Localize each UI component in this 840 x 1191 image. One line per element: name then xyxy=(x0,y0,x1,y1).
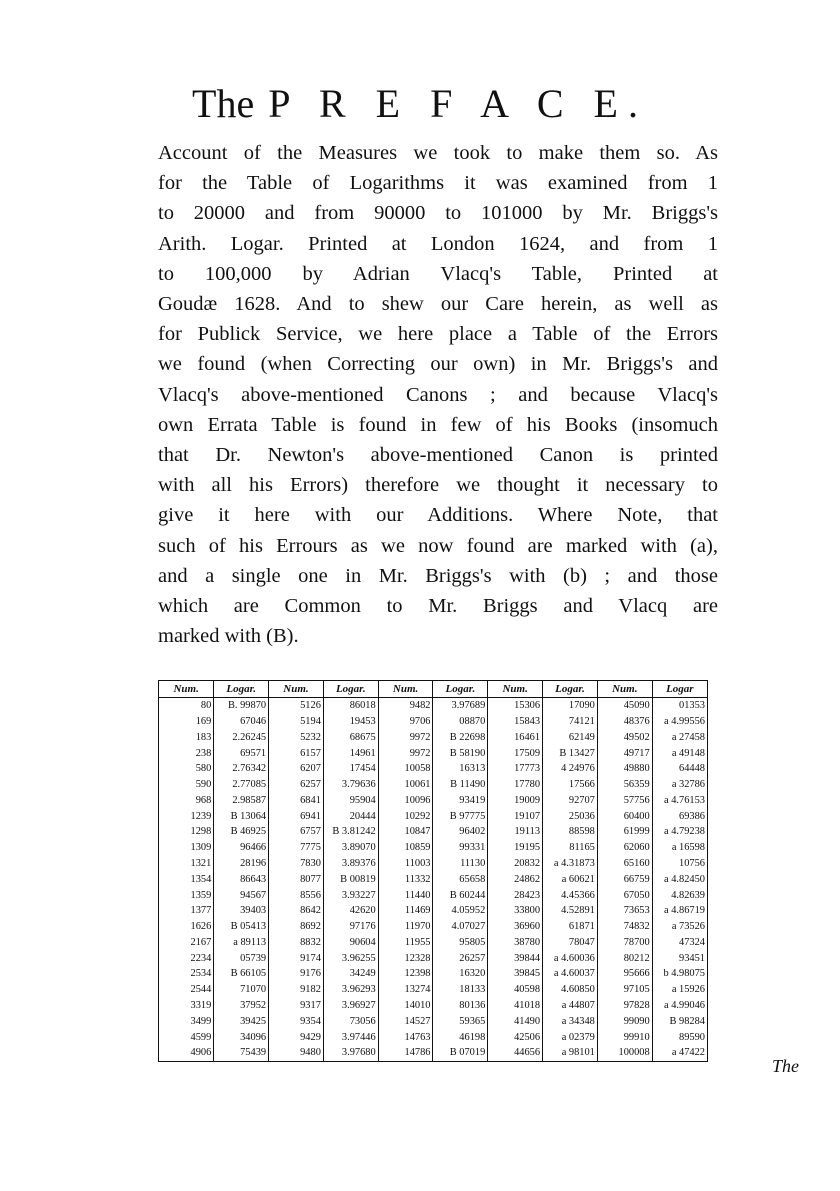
cell-logar: 4.45366 xyxy=(543,887,598,903)
cell-num: 49880 xyxy=(597,761,652,777)
table-row xyxy=(159,903,707,919)
cell-logar: B 66105 xyxy=(214,966,269,982)
prose-line: with all his Errors) therefore we thought it necessary to xyxy=(158,474,718,497)
cell-logar: 34249 xyxy=(323,966,378,982)
cell-num: 1298 xyxy=(159,824,214,840)
cell-num: 15306 xyxy=(488,698,543,714)
cell-logar: 88598 xyxy=(543,824,598,840)
cell-num: 40598 xyxy=(488,982,543,998)
cell-num: 4599 xyxy=(159,1029,214,1045)
cell-logar: 96466 xyxy=(214,840,269,856)
prose-line: marked with (B). xyxy=(158,625,299,648)
cell-logar: 4 24976 xyxy=(543,761,598,777)
table-row xyxy=(159,777,707,793)
cell-num: 39844 xyxy=(488,951,543,967)
cell-logar: a 98101 xyxy=(543,1045,598,1061)
cell-logar: 94567 xyxy=(214,887,269,903)
cell-logar: B 97775 xyxy=(433,808,488,824)
cell-logar: a 4.99556 xyxy=(664,715,705,727)
cell-num: 49502 xyxy=(597,730,652,746)
table-row xyxy=(159,730,707,746)
cell-logar: B 00819 xyxy=(323,872,378,888)
cell-logar: 39425 xyxy=(214,1014,269,1030)
cell-logar: B 13427 xyxy=(543,745,598,761)
prose-line: that Dr. Newton's above-mentioned Canon is printed xyxy=(158,444,718,467)
cell-logar: 95904 xyxy=(323,793,378,809)
cell-num: 28423 xyxy=(488,887,543,903)
cell-num: 169 xyxy=(159,714,214,730)
cell-logar: 69386 xyxy=(679,810,705,822)
cell-logar: 3.96255 xyxy=(323,951,378,967)
cell-num: 9429 xyxy=(269,1029,324,1045)
cell-num: 6841 xyxy=(269,793,324,809)
cell-num: 9174 xyxy=(269,951,324,967)
cell-num: 45090 xyxy=(597,698,652,714)
cell-num: 20832 xyxy=(488,856,543,872)
cell-logar: 71070 xyxy=(214,982,269,998)
cell-num: 17509 xyxy=(488,745,543,761)
cell-logar: 19453 xyxy=(323,714,378,730)
cell-num: 183 xyxy=(159,730,214,746)
table-row xyxy=(159,966,707,982)
cell-num: 6941 xyxy=(269,808,324,824)
table-row xyxy=(159,887,707,903)
cell-num: 11440 xyxy=(378,887,433,903)
table-row xyxy=(159,856,707,872)
cell-num: 38780 xyxy=(488,935,543,951)
cell-num: 10061 xyxy=(378,777,433,793)
cell-logar: 61871 xyxy=(543,919,598,935)
cell-logar: 25036 xyxy=(543,808,598,824)
cell-num: 10292 xyxy=(378,808,433,824)
cell-logar: 4.60850 xyxy=(543,982,598,998)
cell-num: 6207 xyxy=(269,761,324,777)
cell-logar: 16313 xyxy=(433,761,488,777)
cell-num: 5126 xyxy=(269,698,324,714)
cell-logar: a 47422 xyxy=(671,1047,705,1059)
cell-num: 16461 xyxy=(488,730,543,746)
cell-logar: 20444 xyxy=(323,808,378,824)
cell-logar: 2.76342 xyxy=(214,761,269,777)
cell-logar: 3.96293 xyxy=(323,982,378,998)
cell-logar: 3.97689 xyxy=(433,698,488,714)
cell-logar: 4.07027 xyxy=(433,919,488,935)
cell-logar: 11130 xyxy=(433,856,488,872)
cell-logar: 3.97446 xyxy=(323,1029,378,1045)
cell-logar: 42620 xyxy=(323,903,378,919)
cell-logar: 17090 xyxy=(543,698,598,714)
heading-title: P R E F A C E. xyxy=(268,81,648,126)
cell-logar: 16320 xyxy=(433,966,488,982)
cell-num: 80 xyxy=(159,698,214,714)
table-row xyxy=(159,998,707,1014)
cell-num: 11003 xyxy=(378,856,433,872)
cell-num: 42506 xyxy=(488,1029,543,1045)
prose-line: which are Common to Mr. Briggs and Vlacq are xyxy=(158,595,718,618)
cell-logar: a 4.60037 xyxy=(543,966,598,982)
cell-num: 8556 xyxy=(269,887,324,903)
cell-num: 10058 xyxy=(378,761,433,777)
cell-num: 238 xyxy=(159,745,214,761)
cell-logar: 74121 xyxy=(543,714,598,730)
cell-num: 74832 xyxy=(597,919,652,935)
cell-num: 590 xyxy=(159,777,214,793)
cell-logar: a 60621 xyxy=(543,872,598,888)
cell-logar: 90604 xyxy=(323,935,378,951)
prose-line: such of his Errours as we now found are marked with (a), xyxy=(158,534,718,557)
cell-logar: a 4.82450 xyxy=(664,873,705,885)
cell-num: 9182 xyxy=(269,982,324,998)
cell-num: 9354 xyxy=(269,1014,324,1030)
column-header-num: Num. xyxy=(488,681,543,698)
cell-num: 12398 xyxy=(378,966,433,982)
prose-line: give it here with our Additions. Where Note, that xyxy=(158,504,718,527)
cell-logar: 59365 xyxy=(433,1014,488,1030)
cell-logar: 78047 xyxy=(543,935,598,951)
page-heading xyxy=(0,80,840,127)
cell-num: 10859 xyxy=(378,840,433,856)
cell-logar: 01353 xyxy=(679,700,705,712)
cell-logar: 67046 xyxy=(214,714,269,730)
cell-logar: 2.77085 xyxy=(214,777,269,793)
cell-logar: B 3.81242 xyxy=(323,824,378,840)
cell-logar: 65658 xyxy=(433,872,488,888)
cell-logar: a 89113 xyxy=(214,935,269,951)
cell-num: 19107 xyxy=(488,808,543,824)
cell-num: 60400 xyxy=(597,808,652,824)
cell-num: 66759 xyxy=(597,872,652,888)
cell-logar: 95805 xyxy=(433,935,488,951)
column-header-logar: Logar. xyxy=(214,681,269,698)
cell-num: 41490 xyxy=(488,1014,543,1030)
cell-logar: 75439 xyxy=(214,1045,269,1061)
cell-logar: 46198 xyxy=(433,1029,488,1045)
prose-line: for Publick Service, we here place a Table of the Errors xyxy=(158,323,718,346)
cell-logar: 47324 xyxy=(679,936,705,948)
table-row xyxy=(159,1045,707,1061)
cell-num: 5232 xyxy=(269,730,324,746)
cell-logar: a 4.99046 xyxy=(664,1000,705,1012)
cell-num: 56359 xyxy=(597,777,652,793)
cell-num: 9706 xyxy=(378,714,433,730)
cell-logar: a 02379 xyxy=(543,1029,598,1045)
cell-logar: 34096 xyxy=(214,1029,269,1045)
cell-logar: B. 99870 xyxy=(214,698,269,714)
cell-num: 57756 xyxy=(597,793,652,809)
cell-logar: 96402 xyxy=(433,824,488,840)
cell-num: 8692 xyxy=(269,919,324,935)
cell-logar: 14961 xyxy=(323,745,378,761)
column-header-num: Num. xyxy=(269,681,324,698)
cell-num: 1239 xyxy=(159,808,214,824)
cell-num: 78700 xyxy=(597,935,652,951)
cell-num: 24862 xyxy=(488,872,543,888)
prose-line: to 20000 and from 90000 to 101000 by Mr. Briggs's xyxy=(158,202,718,225)
cell-logar: a 4.76153 xyxy=(664,794,705,806)
errata-table xyxy=(159,681,707,1061)
cell-num: 8832 xyxy=(269,935,324,951)
prose-line: Account of the Measures we took to make them so. As xyxy=(158,142,718,164)
cell-num: 2234 xyxy=(159,951,214,967)
cell-logar: 80136 xyxy=(433,998,488,1014)
cell-num: 1359 xyxy=(159,887,214,903)
cell-num: 2534 xyxy=(159,966,214,982)
cell-logar: 97176 xyxy=(323,919,378,935)
cell-logar: a 15926 xyxy=(671,984,705,996)
cell-num: 44656 xyxy=(488,1045,543,1061)
table-row xyxy=(159,935,707,951)
prose-line: Vlacq's above-mentioned Canons ; and because Vlacq's xyxy=(158,383,718,406)
cell-num: 9972 xyxy=(378,730,433,746)
table-row xyxy=(159,1014,707,1030)
prose-line: and a single one in Mr. Briggs's with (b) ; and those xyxy=(158,564,718,587)
cell-logar: a 16598 xyxy=(671,842,705,854)
cell-num: 61999 xyxy=(597,824,652,840)
column-header-num: Num. xyxy=(597,681,652,698)
prose-line: Goudæ 1628. And to shew our Care herein, as well as xyxy=(158,293,718,316)
heading-the: The xyxy=(192,81,255,126)
table-row xyxy=(159,824,707,840)
cell-num: 9317 xyxy=(269,998,324,1014)
cell-num: 14763 xyxy=(378,1029,433,1045)
cell-logar: 3.97680 xyxy=(323,1045,378,1061)
cell-logar: B 11490 xyxy=(433,777,488,793)
cell-logar: 69571 xyxy=(214,745,269,761)
cell-logar: 3.79636 xyxy=(323,777,378,793)
cell-logar: 62149 xyxy=(543,730,598,746)
table-row xyxy=(159,808,707,824)
cell-num: 19009 xyxy=(488,793,543,809)
column-header-logar: Logar. xyxy=(323,681,378,698)
cell-logar: B 13064 xyxy=(214,808,269,824)
cell-logar: 2.26245 xyxy=(214,730,269,746)
cell-num: 7775 xyxy=(269,840,324,856)
preface-text xyxy=(158,138,718,651)
cell-logar: 17454 xyxy=(323,761,378,777)
table-row xyxy=(159,840,707,856)
table-row xyxy=(159,761,707,777)
cell-logar: 4.82639 xyxy=(671,889,705,901)
cell-num: 49717 xyxy=(597,745,652,761)
cell-logar: 93419 xyxy=(433,793,488,809)
cell-num: 6257 xyxy=(269,777,324,793)
cell-num: 95666 xyxy=(597,966,652,982)
cell-logar: 86018 xyxy=(323,698,378,714)
cell-logar: 64448 xyxy=(679,763,705,775)
cell-logar: a 27458 xyxy=(671,731,705,743)
cell-num: 7830 xyxy=(269,856,324,872)
cell-num: 14010 xyxy=(378,998,433,1014)
cell-logar: 4.52891 xyxy=(543,903,598,919)
cell-num: 19113 xyxy=(488,824,543,840)
cell-logar: 3.96927 xyxy=(323,998,378,1014)
cell-num: 99090 xyxy=(597,1014,652,1030)
table-row xyxy=(159,698,707,714)
cell-logar: a 32786 xyxy=(671,779,705,791)
cell-logar: 4.05952 xyxy=(433,903,488,919)
cell-logar: 28196 xyxy=(214,856,269,872)
cell-num: 97105 xyxy=(597,982,652,998)
cell-logar: B 60244 xyxy=(433,887,488,903)
cell-logar: a 4.31873 xyxy=(543,856,598,872)
cell-num: 2167 xyxy=(159,935,214,951)
cell-logar: 2.98587 xyxy=(214,793,269,809)
cell-logar: a 73526 xyxy=(671,921,705,933)
cell-logar: B 46925 xyxy=(214,824,269,840)
cell-logar: 86643 xyxy=(214,872,269,888)
catchword: The xyxy=(772,1056,799,1076)
cell-num: 6757 xyxy=(269,824,324,840)
cell-logar: 73056 xyxy=(323,1014,378,1030)
cell-logar: 92707 xyxy=(543,793,598,809)
errata-table-frame xyxy=(158,680,708,1062)
table-row xyxy=(159,745,707,761)
cell-num: 4906 xyxy=(159,1045,214,1061)
column-header-logar: Logar. xyxy=(433,681,488,698)
cell-logar: 3.89376 xyxy=(323,856,378,872)
column-header-num: Num. xyxy=(378,681,433,698)
column-header-logar: Logar xyxy=(652,681,707,698)
cell-num: 11955 xyxy=(378,935,433,951)
cell-logar: 39403 xyxy=(214,903,269,919)
cell-logar: a 49148 xyxy=(671,747,705,759)
cell-num: 14786 xyxy=(378,1045,433,1061)
cell-num: 9972 xyxy=(378,745,433,761)
cell-num: 15843 xyxy=(488,714,543,730)
cell-logar: B 05413 xyxy=(214,919,269,935)
cell-num: 5194 xyxy=(269,714,324,730)
prose-line: Arith. Logar. Printed at London 1624, and from 1 xyxy=(158,232,718,255)
table-row xyxy=(159,872,707,888)
cell-num: 97828 xyxy=(597,998,652,1014)
cell-logar: 99331 xyxy=(433,840,488,856)
table-body xyxy=(159,698,707,1062)
cell-num: 12328 xyxy=(378,951,433,967)
table-row xyxy=(159,951,707,967)
cell-logar: a 44807 xyxy=(543,998,598,1014)
cell-logar: 89590 xyxy=(679,1031,705,1043)
cell-logar: B 98284 xyxy=(669,1015,705,1027)
table-row xyxy=(159,919,707,935)
cell-num: 14527 xyxy=(378,1014,433,1030)
cell-num: 67050 xyxy=(597,887,652,903)
cell-num: 39845 xyxy=(488,966,543,982)
cell-num: 1309 xyxy=(159,840,214,856)
cell-logar: a 4.60036 xyxy=(543,951,598,967)
cell-num: 33800 xyxy=(488,903,543,919)
cell-num: 1321 xyxy=(159,856,214,872)
table-row xyxy=(159,982,707,998)
cell-num: 17773 xyxy=(488,761,543,777)
cell-num: 1354 xyxy=(159,872,214,888)
cell-logar: 08870 xyxy=(433,714,488,730)
cell-num: 41018 xyxy=(488,998,543,1014)
cell-num: 73653 xyxy=(597,903,652,919)
cell-num: 9482 xyxy=(378,698,433,714)
cell-num: 19195 xyxy=(488,840,543,856)
cell-num: 17780 xyxy=(488,777,543,793)
cell-num: 8642 xyxy=(269,903,324,919)
cell-num: 11970 xyxy=(378,919,433,935)
cell-num: 968 xyxy=(159,793,214,809)
prose-line: we found (when Correcting our own) in Mr. Briggs's and xyxy=(158,353,718,376)
cell-logar: 10756 xyxy=(679,858,705,869)
cell-num: 3499 xyxy=(159,1014,214,1030)
table-row xyxy=(159,793,707,809)
cell-logar: 17566 xyxy=(543,777,598,793)
cell-num: 10847 xyxy=(378,824,433,840)
cell-logar: b 4.98075 xyxy=(663,968,705,980)
cell-num: 11332 xyxy=(378,872,433,888)
cell-num: 48376 xyxy=(597,714,652,730)
prose-line: own Errata Table is found in few of his Books (insomuch xyxy=(158,413,718,436)
cell-logar: B 58190 xyxy=(433,745,488,761)
cell-logar: 05739 xyxy=(214,951,269,967)
cell-logar: 81165 xyxy=(543,840,598,856)
cell-logar: 37952 xyxy=(214,998,269,1014)
column-header-num: Num. xyxy=(159,681,214,698)
cell-logar: B 22698 xyxy=(433,730,488,746)
cell-num: 9176 xyxy=(269,966,324,982)
table-row xyxy=(159,714,707,730)
cell-logar: a 4.79238 xyxy=(664,826,705,838)
cell-num: 62060 xyxy=(597,840,652,856)
prose-line: for the Table of Logarithms it was examined from 1 xyxy=(158,172,718,195)
cell-num: 1377 xyxy=(159,903,214,919)
cell-num: 13274 xyxy=(378,982,433,998)
cell-logar: 93451 xyxy=(679,952,705,964)
cell-num: 11469 xyxy=(378,903,433,919)
cell-logar: a 34348 xyxy=(543,1014,598,1030)
column-header-logar: Logar. xyxy=(543,681,598,698)
cell-logar: 3.93227 xyxy=(323,887,378,903)
cell-num: 36960 xyxy=(488,919,543,935)
cell-logar: 68675 xyxy=(323,730,378,746)
cell-num: 6157 xyxy=(269,745,324,761)
table-row xyxy=(159,1029,707,1045)
cell-logar: 26257 xyxy=(433,951,488,967)
cell-num: 9480 xyxy=(269,1045,324,1061)
cell-logar: 18133 xyxy=(433,982,488,998)
cell-num: 580 xyxy=(159,761,214,777)
table-header-row xyxy=(159,681,707,698)
cell-logar: a 4.86719 xyxy=(664,905,705,917)
cell-logar: 3.89070 xyxy=(323,840,378,856)
cell-num: 10096 xyxy=(378,793,433,809)
cell-num: 80212 xyxy=(597,951,652,967)
cell-logar: B 07019 xyxy=(433,1045,488,1061)
cell-num: 8077 xyxy=(269,872,324,888)
cell-num: 2544 xyxy=(159,982,214,998)
prose-line: to 100,000 by Adrian Vlacq's Table, Printed at xyxy=(158,262,718,285)
cell-num: 99910 xyxy=(597,1029,652,1045)
cell-num: 65160 xyxy=(597,856,652,872)
cell-num: 1626 xyxy=(159,919,214,935)
cell-num: 100008 xyxy=(597,1045,652,1061)
cell-num: 3319 xyxy=(159,998,214,1014)
